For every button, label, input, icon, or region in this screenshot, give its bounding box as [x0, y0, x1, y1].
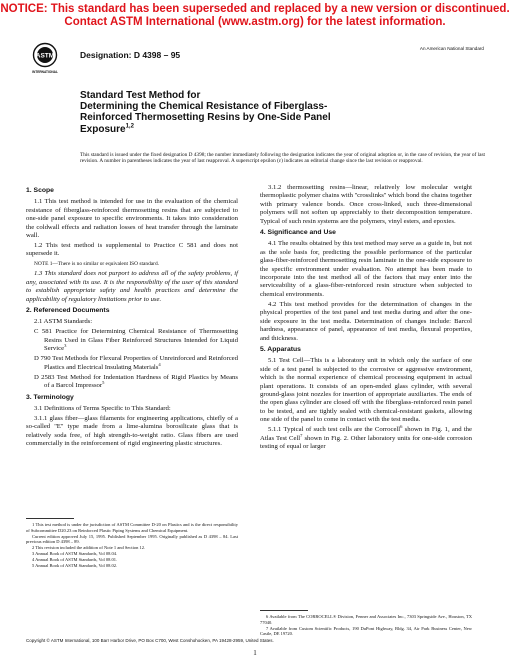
note-1: NOTE 1—There is no similar or equivalent ISO standard. [34, 261, 160, 268]
footnote: 1 This test method is under the jurisdiction of ASTM Committee D-20 on Plastics and is the direct responsibility of Subcommittee D20.23 on Reinforced Plastic Piping Systems and Chemical Equipment. [26, 522, 238, 533]
title-line-3: Reinforced Thermosetting Resins by One-Side Panel [80, 112, 331, 124]
supersede-notice [0, 3, 510, 29]
left-column [26, 184, 238, 450]
heading-scope: 1. Scope [26, 187, 54, 194]
ref-d2583-note: 5 [102, 379, 105, 385]
national-standard-label: An American National Standard [419, 46, 484, 51]
footnote: 3 Annual Book of ASTM Standards, Vol 08.04. [32, 551, 118, 557]
right-column [260, 184, 472, 453]
issuance-note: This standard is issued under the fixed designation D 4398; the number immediately following the designation indicates the year of original adoption or, in the case of revision, the year of last revision. A number in parentheses indicates the year of last reapproval. A superscript epsilon (ε) indicates an editorial change since the last revision or reapproval. [80, 152, 485, 165]
footnote-rule-left [26, 518, 74, 519]
title-line-4: Exposure [80, 123, 126, 135]
para-4-1: 4.1 The results obtained by this test method may serve as a guide in, but not as the sole basis for, predicting the possible performance of the particular glass-fiber-reinforced thermosetting resin laminate in the one-side exposure to the specific environment under evaluation. No attempt has been made to incorporate into the test method all of the factors that may enter into the serviceability of a glass-fiber-reinforced resin structure when subjected to chemical environments. [260, 240, 472, 298]
svg-text:INTERNATIONAL: INTERNATIONAL [32, 70, 58, 74]
standard-title [80, 90, 410, 135]
footnote: 6 Available from The CORROCELL® Division, Fenner and Associates Inc., 7303 Springside Ave., Houston, TX 77040. [260, 614, 472, 625]
heading-apparatus: 5. Apparatus [260, 345, 301, 353]
para-3-1-1: 3.1.1 glass fiber—glass filaments for engineering applications, chiefly of a so-called ''E'' type made from a lime-alumina borosilicate glass that is relatively soda free, of high strength-to-weight ratio. Glass fibers are used commercially in the reinforcement of rigid engineering plastic structures. [26, 414, 238, 448]
footnotes-right [260, 614, 472, 637]
para-1-3: 1.3 This standard does not purport to address all of the safety problems, if any, associated with its use. It is the responsibility of the user of this standard to establish appropriate safety and health practices and determine the applicability of regulatory limitations prior to use. [26, 270, 238, 303]
ref-d790-note: 4 [158, 361, 161, 367]
heading-significance: 4. Significance and Use [260, 229, 336, 237]
ref-d790: D 790 Test Methods for Flexural Properties of Unreinforced and Reinforced Plastics and Electrical Insulating Materials [34, 355, 238, 371]
heading-referenced-documents: 2. Referenced Documents [26, 307, 110, 315]
para-5-1: 5.1 Test Cell—This is a laboratory unit in which only the surface of one side of a test panel is subjected to the corrosive or aggressive environment, which is the normal experience of chemical processing equipment in actual plant operations. It consists of an open-ended glass cylinder, with several ground-glass joint nozzles for insertion of appropriate auxiliaries. The ends of the open glass cylinder are closed off with the fiberglass-reinforced resin panel to be tested, and are tightly sealed with chemical-resistant gaskets, allowing one side of the panel to come in contact with the test media. [260, 357, 472, 424]
designation: Designation: D 4398 – 95 [80, 50, 181, 60]
footnote: 4 Annual Book of ASTM Standards, Vol 08.01. [32, 557, 118, 563]
footnote: 7 Available from Custom Scientific Products, 190 DuPont Highway, Bldg. 34, Air Park Business Center, New Castle, DE 19720. [260, 625, 472, 637]
para-1-1: 1.1 This test method is intended for use in the evaluation of the chemical resistance of fiberglass-reinforced thermosetting resins that are subjected to one-side panel exposure to specific environments. It takes into consideration the coldwall effects and radiation losses of heat transfer through the laminate wall. [26, 198, 238, 240]
astm-logo-icon [32, 42, 58, 76]
footnote: 2 This revision included the addition of Note 1 and Section 12. [32, 545, 146, 551]
notice-line-1: NOTICE: This standard has been superseded and replaced by a new version or discontinued. [0, 3, 510, 15]
para-3-1: 3.1 Definitions of Terms Specific to This Standard: [34, 404, 171, 412]
footnotes-left [26, 522, 238, 569]
copyright: Copyright © ASTM International, 100 Barr Harbor Drive, PO Box C700, West Conshohocken, PA 19428-2959, United States. [26, 638, 274, 643]
notice-line-2: Contact ASTM International (www.astm.org) for the latest information. [64, 16, 446, 28]
footnote: Current edition approved July 15, 1995. Published September 1995. Originally published as D 4398 – 84. Last previous edition D 4398 – 89. [26, 533, 238, 545]
para-5-1-1: 5.1.1 Typical of such test cells are the Corrocell$^6$ shown in Fig. 1, and the Atlas Test Cell$^7$ shown in Fig. 2. Other laboratory units for one-side corrosion testing of equal or larger [260, 423, 472, 450]
footnote: 5 Annual Book of ASTM Standards, Vol 08.02. [32, 563, 118, 569]
ref-d2583: D 2583 Test Method for Indentation Hardness of Rigid Plastics by Means of a Barcol Impressor [34, 373, 238, 390]
footnote-rule-right [260, 610, 308, 611]
ref-c581: C 581 Practice for Determining Chemical Resistance of Thermosetting Resins Used in Glass Fiber Reinforced Structures Intended for Liquid Service [34, 328, 238, 353]
heading-terminology: 3. Terminology [26, 393, 74, 401]
para-3-1-2: 3.1.2 thermosetting resins—linear, relatively low molecular weight thermoplastic polymer chains with ''crosslinks'' which bond the chains together with primary valence bonds. Once cross-linked, such three-dimensional polymers will not soften up appreciably to their decomposition temperature. Typical of such resin systems are the polymers, vinyl esters, and epoxies. [260, 184, 472, 225]
title-line-1: Standard Test Method for [80, 90, 201, 101]
para-4-2: 4.2 This test method provides for the determination of changes in the physical properties of the test panel and test media during and after the one-side exposure in the test media. Determination of changes include: Barcol hardness, appearance of panel, appearance of test media, flexural properties, and thickness. [260, 300, 472, 342]
para-1-2: 1.2 This test method is supplemental to Practice C 581 and does not supersede it. [26, 242, 238, 258]
title-footnote-ref: 1,2 [125, 123, 134, 130]
title-line-2: Determining the Chemical Resistance of Fiberglass- [80, 101, 328, 113]
page-number: 1 [253, 649, 257, 657]
svg-text:ASTM: ASTM [35, 52, 55, 60]
para-2-1: 2.1 ASTM Standards: [34, 318, 93, 326]
ref-c581-note: 3 [64, 343, 67, 349]
